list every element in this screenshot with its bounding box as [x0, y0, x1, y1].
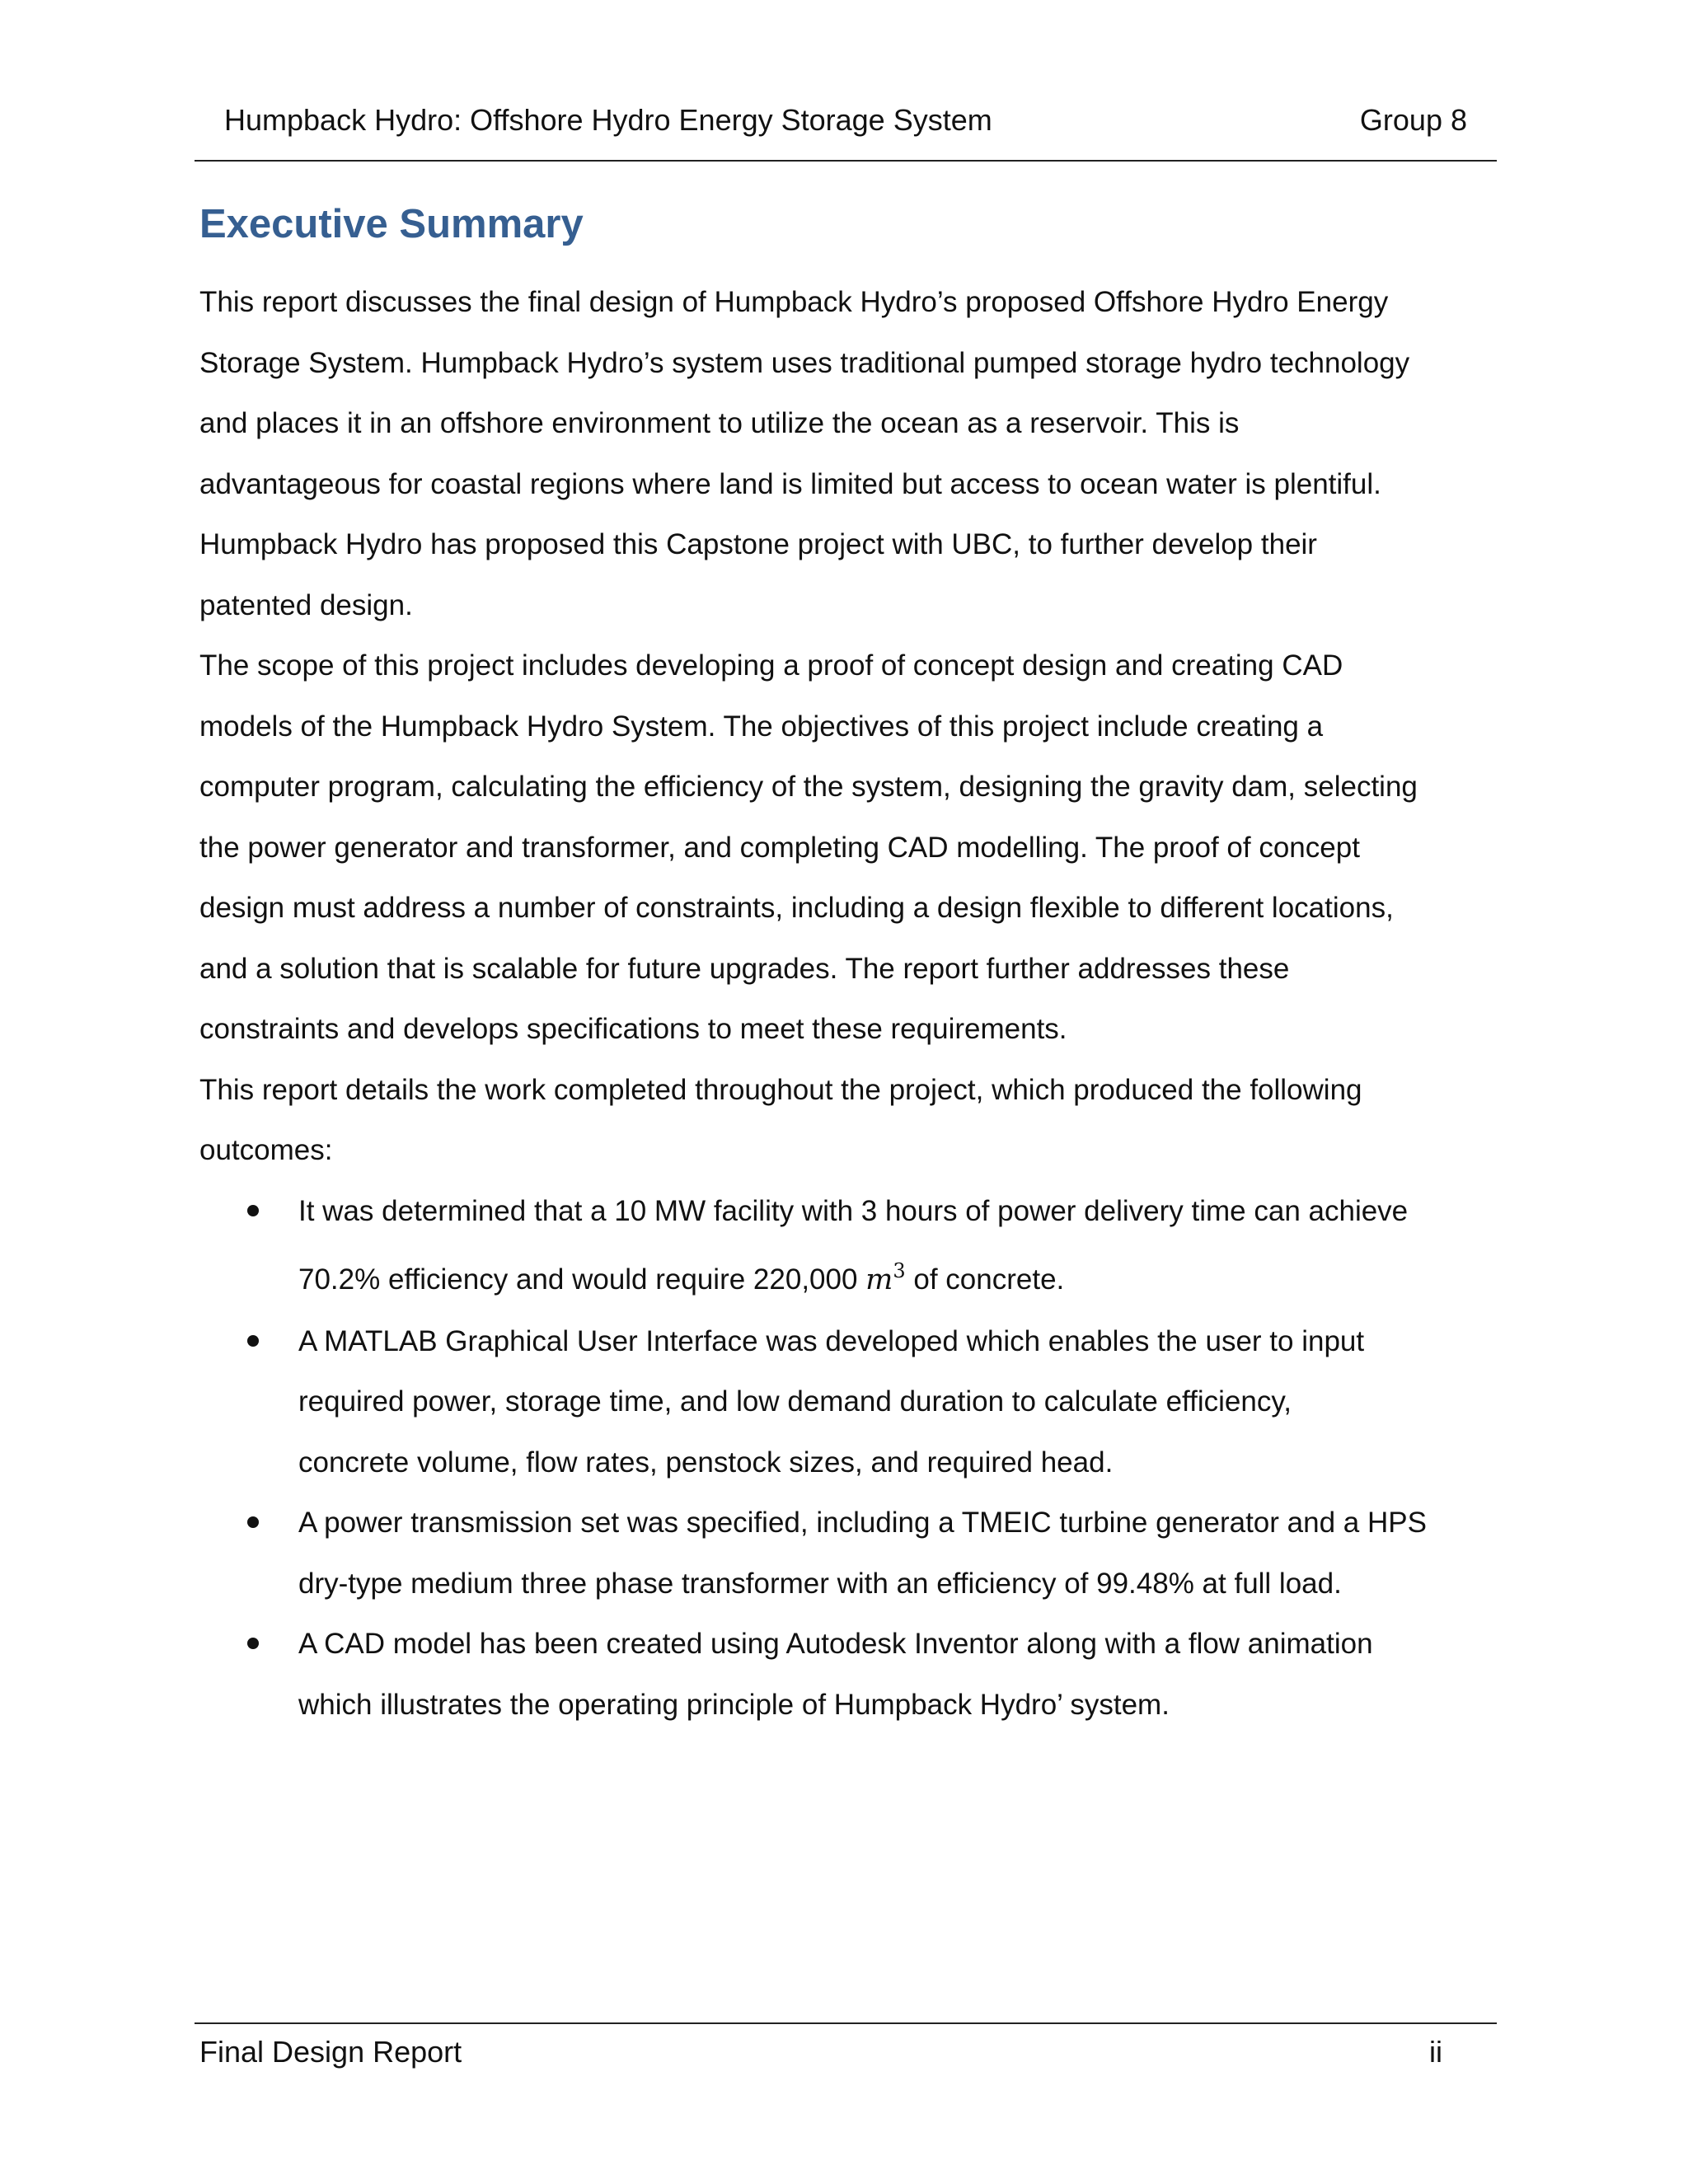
text-line: and places it in an offshore environment to utilize the ocean as a reservoir. This is: [199, 407, 1240, 439]
list-item: [199, 1181, 1502, 1311]
outcomes-list: [199, 1181, 1502, 1736]
text-line: [298, 1241, 1502, 1311]
math-exponent: 3: [893, 1259, 906, 1282]
text-line: A MATLAB Graphical User Interface was developed which enables the user to input: [298, 1324, 1365, 1357]
bullet-icon: [247, 1638, 259, 1649]
text-line: Humpback Hydro has proposed this Capstone project with UBC, to further develop their: [199, 528, 1317, 560]
text-line: This report details the work completed throughout the project, which produced the following: [199, 1073, 1362, 1106]
footer-report-title: Final Design Report: [199, 2035, 462, 2069]
list-item: [199, 1311, 1502, 1493]
text-line: The scope of this project includes developing a proof of concept design and creating CAD: [199, 649, 1343, 682]
text-line: which illustrates the operating principle of Humpback Hydro’ system.: [298, 1688, 1170, 1721]
text-line: outcomes:: [199, 1134, 333, 1166]
text-line: patented design.: [199, 588, 413, 621]
bullet-icon: [247, 1516, 259, 1528]
text-line: Storage System. Humpback Hydro’s system uses traditional pumped storage hydro technology: [199, 346, 1410, 379]
math-expression: [865, 1259, 906, 1296]
text-line: concrete volume, flow rates, penstock sizes, and required head.: [298, 1446, 1114, 1479]
text-line: A CAD model has been created using Autodesk Inventor along with a flow animation: [298, 1628, 1373, 1660]
paragraph-intro: [199, 272, 1502, 635]
text-line: and a solution that is scalable for future upgrades. The report further addresses these: [199, 952, 1290, 985]
list-item: [199, 1493, 1502, 1614]
bullet-icon: [247, 1335, 259, 1347]
bullet-icon: [247, 1205, 259, 1216]
list-item: [199, 1614, 1502, 1735]
paragraph-scope: [199, 635, 1502, 1060]
header-group-label: Group 8: [1359, 103, 1467, 137]
text-line: computer program, calculating the efficiency of the system, designing the gravity dam, selecting: [199, 771, 1418, 803]
text-line: models of the Humpback Hydro System. The objectives of this project include creating a: [199, 710, 1324, 743]
text-fragment: 70.2% efficiency and would require 220,000: [298, 1263, 866, 1296]
body-text: [199, 272, 1502, 1735]
text-fragment: of concrete.: [905, 1263, 1065, 1296]
page-footer: [195, 2022, 1497, 2080]
text-line: A power transmission set was specified, including a TMEIC turbine generator and a HPS: [298, 1507, 1427, 1539]
text-line: required power, storage time, and low demand duration to calculate efficiency,: [298, 1385, 1292, 1418]
section-heading: Executive Summary: [199, 202, 584, 246]
text-line: design must address a number of constraints, including a design flexible to different locations,: [199, 892, 1394, 924]
text-line: advantageous for coastal regions where land is limited but access to ocean water is plentiful.: [199, 467, 1381, 500]
text-line: the power generator and transformer, and completing CAD modelling. The proof of concept: [199, 831, 1360, 864]
text-line: It was determined that a 10 MW facility with 3 hours of power delivery time can achieve: [298, 1194, 1409, 1227]
page-header: [195, 92, 1497, 162]
page-number: ii: [1429, 2035, 1442, 2069]
paragraph-outcomes: [199, 1060, 1502, 1181]
header-title: Humpback Hydro: Offshore Hydro Energy Storage System: [224, 103, 992, 137]
text-line: constraints and develops specifications to meet these requirements.: [199, 1013, 1067, 1045]
text-line: This report discusses the final design of Humpback Hydro’s proposed Offshore Hydro Energy: [199, 286, 1389, 318]
text-line: dry-type medium three phase transformer with an efficiency of 99.48% at full load.: [298, 1567, 1342, 1600]
math-base: m: [865, 1263, 893, 1296]
